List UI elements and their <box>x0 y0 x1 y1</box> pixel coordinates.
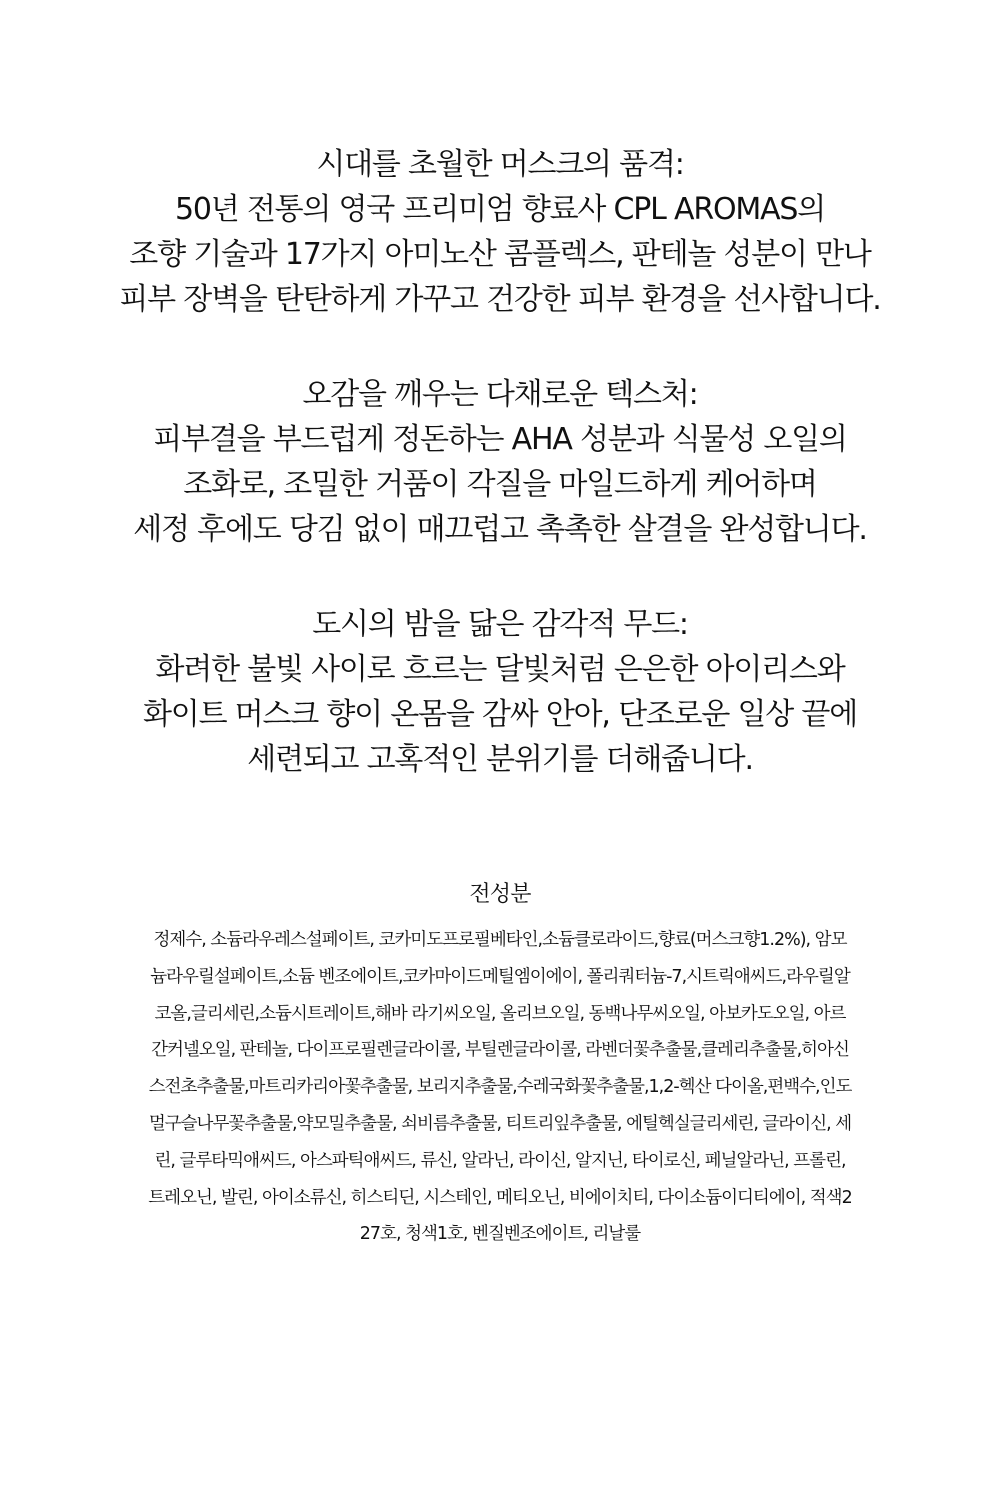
ingredients-line: 27호, 청색1호, 벤질벤조에이트, 리날룰 <box>359 1224 641 1245</box>
description-section-musk <box>0 142 1000 322</box>
section-text-line: 세련되고 고혹적인 분위기를 더해줍니다. <box>247 742 753 777</box>
section-text-line: 피부 장벽을 탄탄하게 가꾸고 건강한 피부 환경을 선사합니다. <box>119 282 881 317</box>
section-text-line: 세정 후에도 당김 없이 매끄럽고 촉촉한 살결을 완성합니다. <box>133 512 867 547</box>
ingredients-line: 트레오닌, 발린, 아이소류신, 히스티딘, 시스테인, 메티오닌, 비에이치티, 다이소듐이디티에이, 적색2 <box>148 1187 852 1208</box>
ingredients-list <box>55 922 945 1253</box>
ingredients-line: 린, 글루타믹애씨드, 아스파틱애씨드, 류신, 알라닌, 라이신, 알지닌, 타이로신, 페닐알라닌, 프롤린, <box>154 1150 846 1171</box>
section-text-line: 피부결을 부드럽게 정돈하는 AHA 성분과 식물성 오일의 <box>153 422 847 457</box>
product-description <box>0 142 1000 782</box>
ingredients-line: 스전초추출물,마트리카리아꽃추출물, 보리지추출물,수레국화꽃추출물,1,2-헥산 다이올,편백수,인도 <box>148 1077 852 1098</box>
ingredients-line: 늄라우릴설페이트,소듐 벤조에이트,코카마이드메틸엠이에이, 폴리쿼터늄-7,시트릭애씨드,라우릴알 <box>150 966 850 987</box>
section-title: 오감을 깨우는 다채로운 텍스처: <box>302 377 698 412</box>
section-title: 도시의 밤을 닮은 감각적 무드: <box>312 607 688 642</box>
section-text-line: 조향 기술과 17가지 아미노산 콤플렉스, 판테놀 성분이 만나 <box>129 237 871 272</box>
description-section-mood <box>0 602 1000 782</box>
ingredients-heading: 전성분 <box>469 882 531 907</box>
ingredients-line: 코올,글리세린,소듐시트레이트,해바 라기씨오일, 올리브오일, 동백나무씨오일, 아보카도오일, 아르 <box>154 1003 846 1024</box>
description-section-texture <box>0 372 1000 552</box>
section-text-line: 50년 전통의 영국 프리미엄 향료사 CPL AROMAS의 <box>174 192 826 227</box>
section-text-line: 화려한 불빛 사이로 흐르는 달빛처럼 은은한 아이리스와 <box>155 652 845 687</box>
ingredients-section <box>55 880 945 1253</box>
section-text-line: 화이트 머스크 향이 온몸을 감싸 안아, 단조로운 일상 끝에 <box>143 697 857 732</box>
ingredients-line: 멀구슬나무꽃추출물,약모밀추출물, 쇠비름추출물, 티트리잎추출물, 에틸헥실글리세린, 글라이신, 세 <box>148 1113 852 1134</box>
ingredients-line: 간커넬오일, 판테놀, 다이프로필렌글라이콜, 부틸렌글라이콜, 라벤더꽃추출물,클레리추출물,히아신 <box>151 1040 849 1061</box>
section-text-line: 조화로, 조밀한 거품이 각질을 마일드하게 케어하며 <box>183 467 817 502</box>
ingredients-line: 정제수, 소듐라우레스설페이트, 코카미도프로필베타인,소듐클로라이드,향료(머스크향1.2%), 암모 <box>153 930 847 950</box>
section-title: 시대를 초월한 머스크의 품격: <box>316 147 684 182</box>
